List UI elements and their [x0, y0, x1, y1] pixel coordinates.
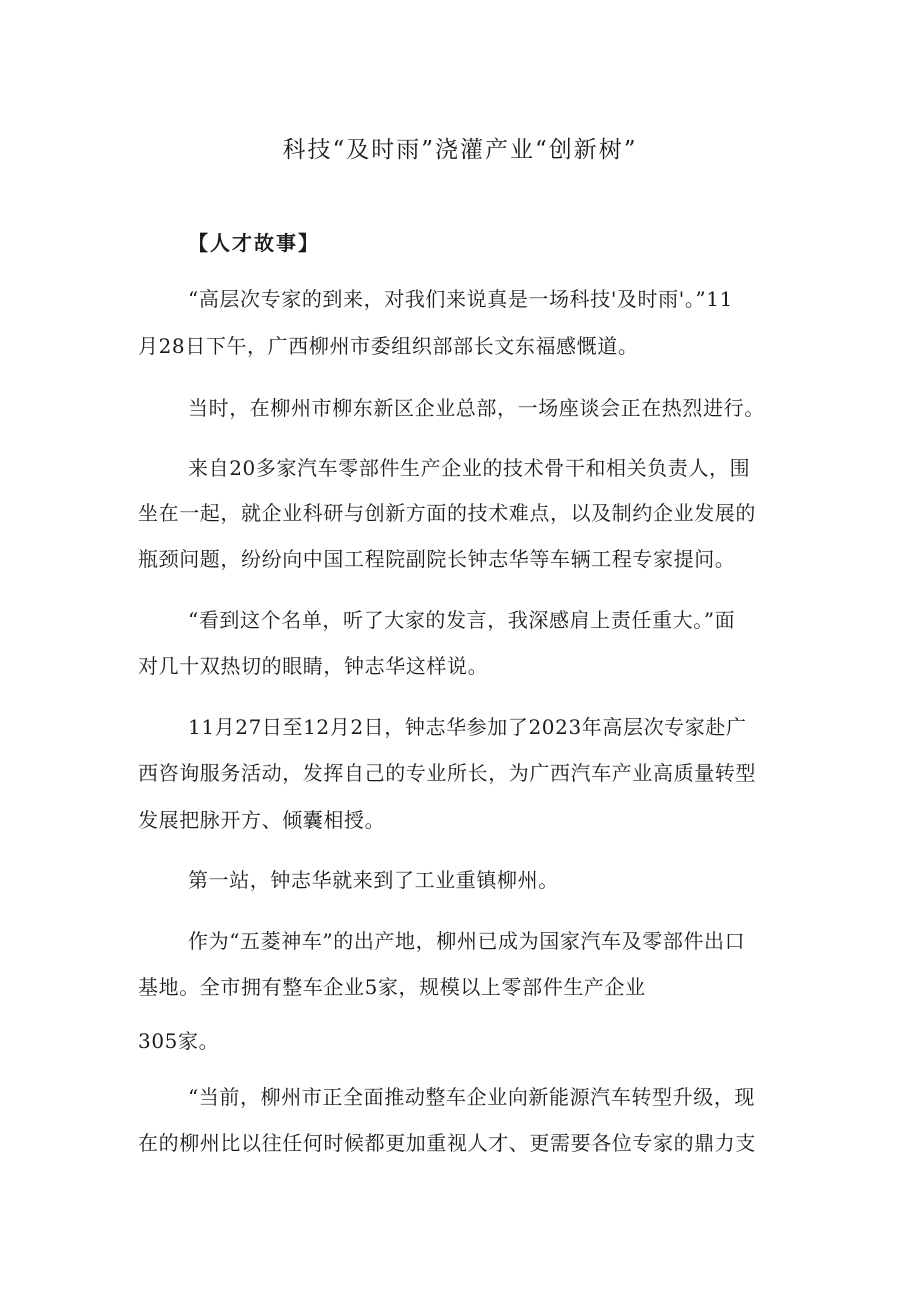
text-line: 11月27日至12月2日，钟志华参加了2023年高层次专家赴广	[188, 715, 747, 739]
section-heading: 【人才故事】	[188, 231, 320, 255]
text-line: 第一站，钟志华就来到了工业重镇柳州。	[188, 868, 559, 892]
text-line: 来自20多家汽车零部件生产企业的技术骨干和相关负责人，围	[188, 456, 751, 480]
text-line: “当前，柳州市正全面推动整车企业向新能源汽车转型升级，现	[188, 1085, 756, 1109]
text-line: 在的柳州比以往任何时候都更加重视人才、更需要各位专家的鼎力支	[138, 1131, 756, 1155]
text-line: 作为“五菱神车”的出产地，柳州已成为国家汽车及零部件出口	[188, 929, 746, 953]
text-line: 西咨询服务活动，发挥自己的专业所长，为广西汽车产业高质量转型	[138, 761, 756, 785]
text-line: 坐在一起，就企业科研与创新方面的技术难点，以及制约企业发展的	[138, 501, 756, 525]
document-title: 科技“及时雨”浇灌产业“创新树”	[282, 137, 638, 163]
text-line: 当时，在柳州市柳东新区企业总部，一场座谈会正在热烈进行。	[188, 396, 765, 420]
text-line: 瓶颈问题，纷纷向中国工程院副院长钟志华等车辆工程专家提问。	[138, 547, 736, 571]
text-line: “看到这个名单，听了大家的发言，我深感肩上责任重大。”面	[188, 608, 736, 632]
text-line: 发展把脉开方、倾囊相授。	[138, 808, 386, 832]
text-line: 基地。全市拥有整车企业5家，规模以上零部件生产企业	[138, 975, 646, 999]
text-line: 月28日下午，广西柳州市委组织部部长文东福感慨道。	[138, 334, 639, 358]
text-line: 对几十双热切的眼睛，钟志华这样说。	[138, 654, 489, 678]
text-line: 305家。	[138, 1029, 220, 1053]
text-line: “高层次专家的到来，对我们来说真是一场科技'及时雨'。”11	[188, 287, 733, 311]
